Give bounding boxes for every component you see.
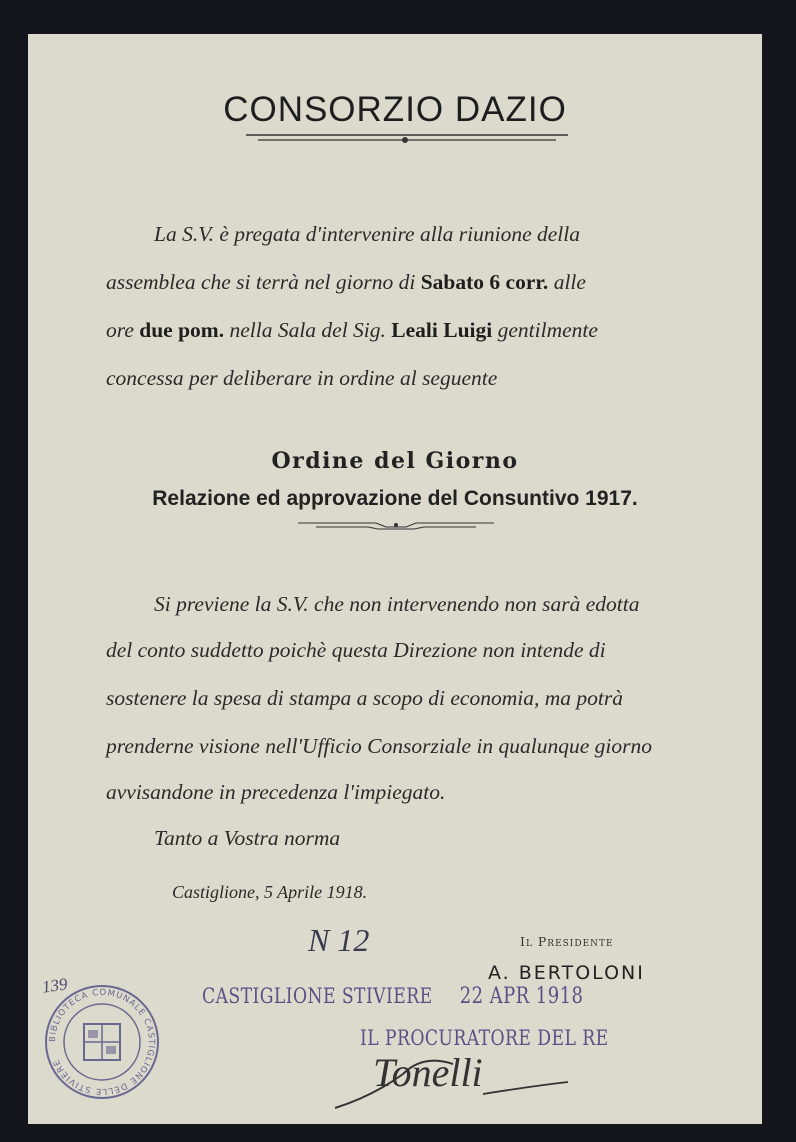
notice-line-5: avvisandone in precedenza l'impiegato. [106, 780, 446, 804]
intro-line-3-text: ore [106, 318, 140, 342]
agenda-item: Relazione ed approvazione del Consuntivo 1917. [152, 487, 638, 510]
stamp-place-text: CASTIGLIONE STIVIERE [202, 984, 433, 1008]
notice-line-2: del conto suddetto poichè questa Direzione non intende di [106, 638, 606, 662]
notice-line-4: prenderne visione nell'Ufficio Consorziale in qualunque giorno [106, 734, 653, 758]
meeting-day: Sabato 6 corr. [420, 270, 549, 294]
place-date: Castiglione, 5 Aprile 1918. [172, 882, 368, 902]
handwritten-number: N 12 [308, 922, 370, 958]
intro-line-2 [106, 270, 586, 295]
closing-line: Tanto a Vostra norma [154, 826, 341, 850]
intro-line-1-text: La S.V. è pregata d'intervenire alla riunione della [154, 222, 580, 246]
document-title: CONSORZIO DAZIO [223, 90, 567, 129]
intro-line-1 [154, 222, 580, 247]
signature-text: Tonelli [373, 1050, 483, 1095]
intro-line-3-tail: gentilmente [492, 318, 598, 342]
notice-line-3: sostenere la spesa di stampa a scopo di economia, ma potrà [106, 686, 623, 710]
president-label: Il Presidente [520, 934, 614, 949]
intro-line-3-mid: nella Sala del Sig. [224, 318, 392, 342]
title-rule-ornament [238, 132, 578, 146]
host-name: Leali Luigi [391, 318, 493, 342]
stamp-office: IL PROCURATORE DEL RE [360, 1026, 609, 1050]
stamp-date: 22 APR 1918 [459, 984, 584, 1009]
intro-line-4 [106, 366, 497, 391]
notice-line-1: Si previene la S.V. che non intervenendo non sarà edotta [154, 592, 640, 616]
agenda-title: Ordine del Giorno [271, 448, 519, 474]
stamp-place [202, 984, 583, 1009]
meeting-time: due pom. [139, 318, 225, 342]
intro-line-2-tail: alle [548, 270, 586, 294]
document-sheet [28, 34, 762, 1124]
library-seal [42, 982, 162, 1102]
folio-number: 139 [40, 974, 69, 997]
seal-text: BIBLIOTECA COMUNALE CASTIGLIONE DELLE STIVIERE [47, 987, 157, 1097]
intro-line-4-text: concessa per deliberare in ordine al seguente [106, 366, 498, 390]
intro-line-2-text: assemblea che si terrà nel giorno di [106, 270, 421, 294]
signature [333, 1034, 593, 1114]
president-name: A. BERTOLONI [488, 962, 645, 984]
agenda-ornament [296, 519, 496, 531]
intro-line-3 [106, 318, 598, 343]
